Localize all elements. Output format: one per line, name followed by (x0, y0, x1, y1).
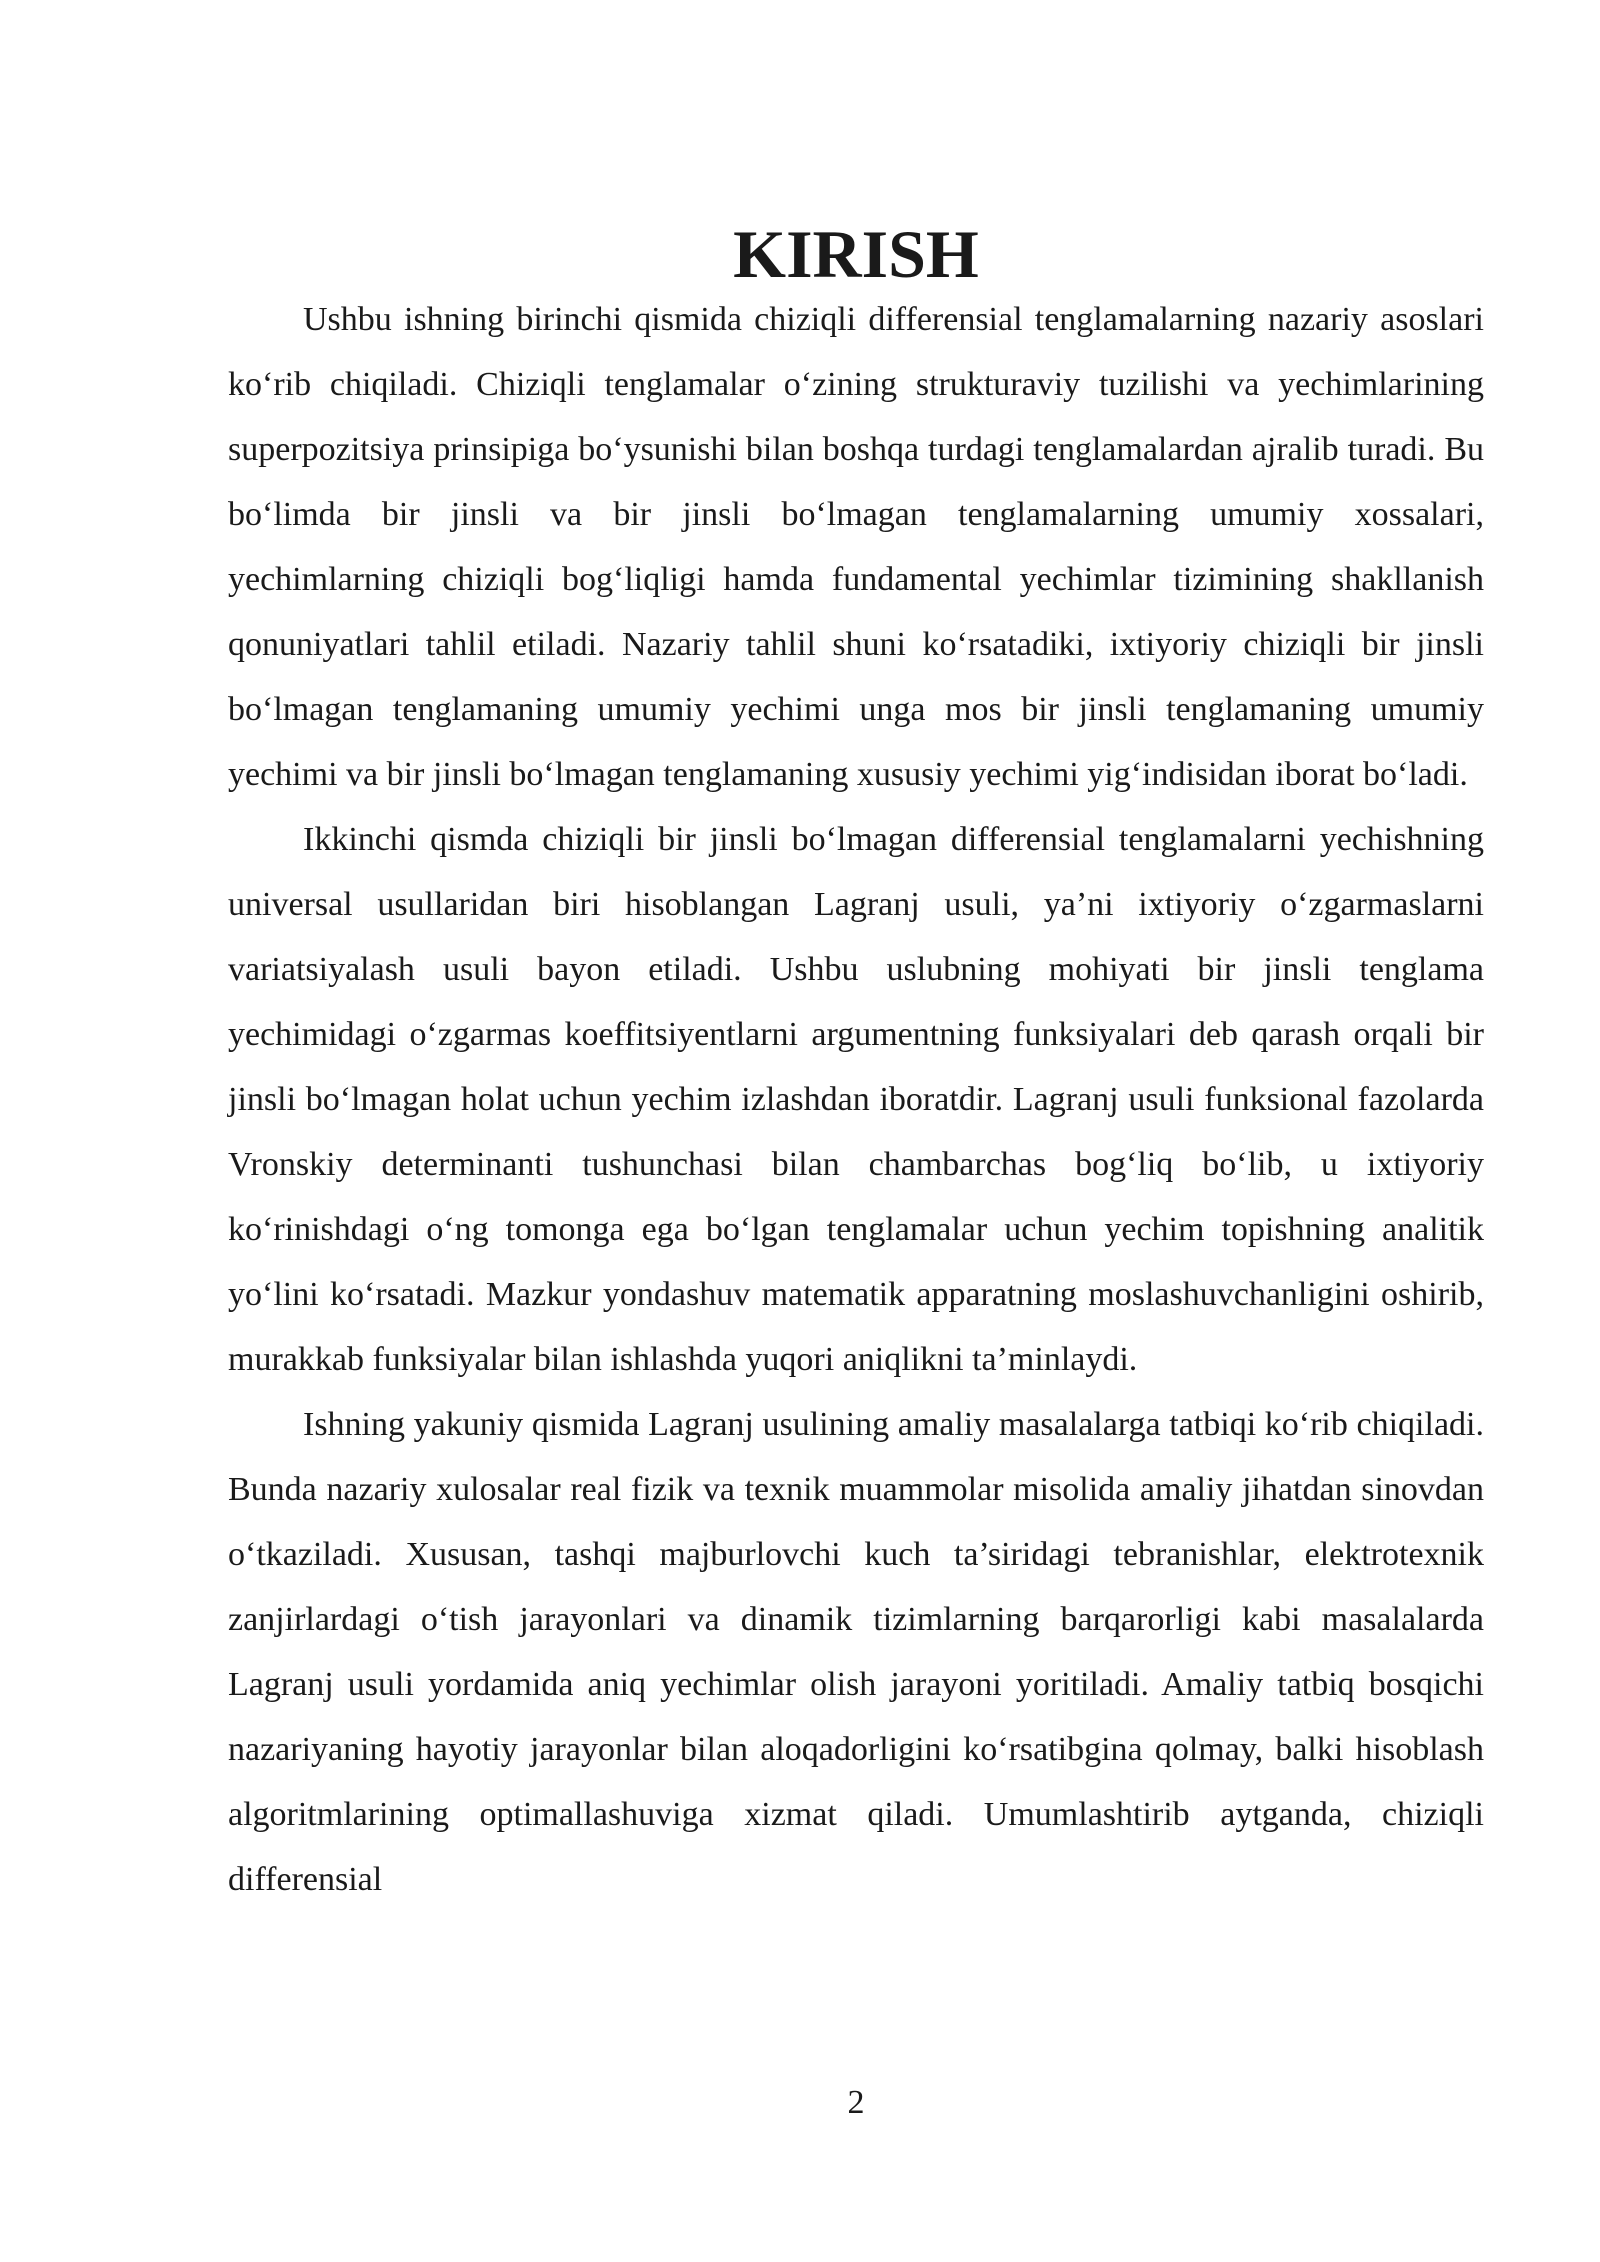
page-number: 2 (847, 2084, 865, 2121)
section-heading: KIRISH (733, 216, 979, 292)
paragraph-2: Ikkinchi qismda chiziqli bir jinsli bo‘lmagan differensial tenglamalarni yechishning universal usullaridan biri hisoblangan Lagranj usuli, ya’ni ixtiyoriy o‘zgarmaslarni variatsiyalash usuli bayon etiladi. Ushbu uslubning mohiyati bir jinsli tenglama yechimidagi o‘zgarmas koeffitsiyentlarni argumentning funksiyalari deb qarash orqali bir jinsli bo‘lmagan holat uchun yechim izlashdan iboratdir. Lagranj usuli funksional fazolarda Vronskiy determinanti tushunchasi bilan chambarchas bog‘liq bo‘lib, u ixtiyoriy ko‘rinishdagi o‘ng tomonga ega bo‘lgan tenglamalar uchun yechim topishning analitik yo‘lini ko‘rsatadi. Mazkur yondashuv matematik apparatning moslashuvchanligini oshirib, murakkab funksiyalar bilan ishlashda yuqori aniqlikni ta’minlaydi. (228, 821, 1484, 1378)
page-body (228, 216, 1484, 1912)
paragraph-3: Ishning yakuniy qismida Lagranj usulining amaliy masalalarga tatbiqi ko‘rib chiqiladi. Bunda nazariy xulosalar real fizik va texnik muammolar misolida amaliy jihatdan sinovdan o‘tkaziladi. Xususan, tashqi majburlovchi kuch ta’siridagi tebranishlar, elektrotexnik zanjirlardagi o‘tish jarayonlari va dinamik tizimlarning barqarorligi kabi masalalarda Lagranj usuli yordamida aniq yechimlar olish jarayoni yoritiladi. Amaliy tatbiq bosqichi nazariyaning hayotiy jarayonlar bilan aloqadorligini ko‘rsatibgina qolmay, balki hisoblash algoritmlarining optimallashuviga xizmat qiladi. Umumlashtirib aytganda, chiziqli differensial (228, 1406, 1484, 1898)
paragraph-1: Ushbu ishning birinchi qismida chiziqli differensial tenglamalarning nazariy asoslari ko‘rib chiqiladi. Chiziqli tenglamalar o‘zining strukturaviy tuzilishi va yechimlarining superpozitsiya prinsipiga bo‘ysunishi bilan boshqa turdagi tenglamalardan ajralib turadi. Bu bo‘limda bir jinsli va bir jinsli bo‘lmagan tenglamalarning umumiy xossalari, yechimlarning chiziqli bog‘liqligi hamda fundamental yechimlar tizimining shakllanish qonuniyatlari tahlil etiladi. Nazariy tahlil shuni ko‘rsatadiki, ixtiyoriy chiziqli bir jinsli bo‘lmagan tenglamaning umumiy yechimi unga mos bir jinsli tenglamaning umumiy yechimi va bir jinsli bo‘lmagan tenglamaning xususiy yechimi yig‘indisidan iborat bo‘ladi. (228, 301, 1484, 793)
